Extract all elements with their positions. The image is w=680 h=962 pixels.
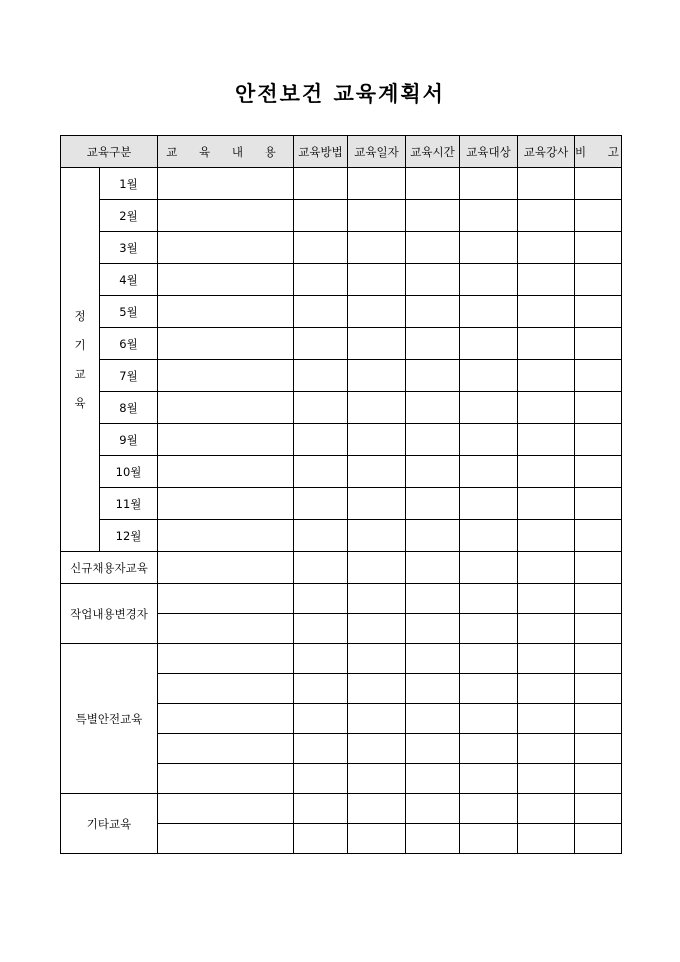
empty-cell[interactable] bbox=[348, 704, 406, 734]
empty-cell[interactable] bbox=[294, 614, 348, 644]
table-row bbox=[61, 200, 622, 232]
table-row bbox=[61, 296, 622, 328]
empty-cell[interactable] bbox=[460, 456, 518, 488]
empty-cell[interactable] bbox=[575, 584, 622, 614]
empty-cell[interactable] bbox=[158, 794, 294, 824]
empty-cell[interactable] bbox=[348, 734, 406, 764]
empty-cell[interactable] bbox=[348, 168, 406, 200]
empty-cell[interactable] bbox=[348, 424, 406, 456]
empty-cell[interactable] bbox=[158, 296, 294, 328]
empty-cell[interactable] bbox=[518, 264, 575, 296]
regular-label-char: 정 bbox=[74, 308, 86, 323]
regular-label-char: 교 bbox=[74, 366, 86, 381]
empty-cell[interactable] bbox=[518, 328, 575, 360]
header-content: 교 육 내 용 bbox=[158, 136, 294, 168]
empty-cell[interactable] bbox=[294, 328, 348, 360]
empty-cell[interactable] bbox=[518, 644, 575, 674]
empty-cell[interactable] bbox=[518, 520, 575, 552]
empty-cell[interactable] bbox=[158, 456, 294, 488]
empty-cell[interactable] bbox=[406, 520, 460, 552]
header-date: 교육일자 bbox=[348, 136, 406, 168]
empty-cell[interactable] bbox=[294, 200, 348, 232]
header-instructor: 교육강사 bbox=[518, 136, 575, 168]
empty-cell[interactable] bbox=[518, 232, 575, 264]
empty-cell[interactable] bbox=[406, 584, 460, 614]
empty-cell[interactable] bbox=[294, 488, 348, 520]
empty-cell[interactable] bbox=[158, 734, 294, 764]
empty-cell[interactable] bbox=[518, 704, 575, 734]
empty-cell[interactable] bbox=[518, 424, 575, 456]
empty-cell[interactable] bbox=[294, 552, 348, 584]
month-label: 11월 bbox=[100, 488, 158, 520]
empty-cell[interactable] bbox=[294, 794, 348, 824]
empty-cell[interactable] bbox=[158, 360, 294, 392]
empty-cell[interactable] bbox=[348, 584, 406, 614]
empty-cell[interactable] bbox=[460, 704, 518, 734]
table-row bbox=[61, 488, 622, 520]
month-label: 1월 bbox=[100, 168, 158, 200]
empty-cell[interactable] bbox=[575, 764, 622, 794]
empty-cell[interactable] bbox=[575, 392, 622, 424]
empty-cell[interactable] bbox=[518, 584, 575, 614]
empty-cell[interactable] bbox=[575, 520, 622, 552]
empty-cell[interactable] bbox=[294, 424, 348, 456]
empty-cell[interactable] bbox=[294, 824, 348, 854]
empty-cell[interactable] bbox=[460, 644, 518, 674]
empty-cell[interactable] bbox=[518, 392, 575, 424]
empty-cell[interactable] bbox=[518, 552, 575, 584]
empty-cell[interactable] bbox=[575, 674, 622, 704]
empty-cell[interactable] bbox=[518, 674, 575, 704]
empty-cell[interactable] bbox=[406, 824, 460, 854]
empty-cell[interactable] bbox=[406, 764, 460, 794]
empty-cell[interactable] bbox=[406, 296, 460, 328]
month-label: 4월 bbox=[100, 264, 158, 296]
empty-cell[interactable] bbox=[406, 200, 460, 232]
empty-cell[interactable] bbox=[294, 360, 348, 392]
empty-cell[interactable] bbox=[158, 264, 294, 296]
header-row bbox=[61, 136, 622, 168]
empty-cell[interactable] bbox=[406, 794, 460, 824]
table-row bbox=[61, 552, 622, 584]
empty-cell[interactable] bbox=[406, 392, 460, 424]
empty-cell[interactable] bbox=[460, 488, 518, 520]
empty-cell[interactable] bbox=[575, 704, 622, 734]
empty-cell[interactable] bbox=[460, 584, 518, 614]
table-row bbox=[61, 644, 622, 674]
empty-cell[interactable] bbox=[348, 520, 406, 552]
empty-cell[interactable] bbox=[294, 168, 348, 200]
month-label: 12월 bbox=[100, 520, 158, 552]
header-target: 교육대상 bbox=[460, 136, 518, 168]
empty-cell[interactable] bbox=[460, 824, 518, 854]
empty-cell[interactable] bbox=[575, 824, 622, 854]
empty-cell[interactable] bbox=[406, 456, 460, 488]
empty-cell[interactable] bbox=[406, 328, 460, 360]
empty-cell[interactable] bbox=[575, 614, 622, 644]
table-row bbox=[61, 232, 622, 264]
empty-cell[interactable] bbox=[518, 296, 575, 328]
empty-cell[interactable] bbox=[460, 296, 518, 328]
month-label: 5월 bbox=[100, 296, 158, 328]
empty-cell[interactable] bbox=[348, 328, 406, 360]
empty-cell[interactable] bbox=[406, 168, 460, 200]
empty-cell[interactable] bbox=[294, 764, 348, 794]
table-row bbox=[61, 392, 622, 424]
empty-cell[interactable] bbox=[406, 734, 460, 764]
regular-label-char: 기 bbox=[74, 337, 86, 352]
empty-cell[interactable] bbox=[158, 520, 294, 552]
empty-cell[interactable] bbox=[348, 764, 406, 794]
empty-cell[interactable] bbox=[294, 232, 348, 264]
empty-cell[interactable] bbox=[294, 456, 348, 488]
empty-cell[interactable] bbox=[518, 614, 575, 644]
empty-cell[interactable] bbox=[348, 392, 406, 424]
empty-cell[interactable] bbox=[460, 264, 518, 296]
empty-cell[interactable] bbox=[518, 456, 575, 488]
empty-cell[interactable] bbox=[294, 296, 348, 328]
empty-cell[interactable] bbox=[518, 168, 575, 200]
empty-cell[interactable] bbox=[348, 488, 406, 520]
empty-cell[interactable] bbox=[406, 644, 460, 674]
table-row bbox=[61, 360, 622, 392]
month-label: 7월 bbox=[100, 360, 158, 392]
empty-cell[interactable] bbox=[158, 764, 294, 794]
empty-cell[interactable] bbox=[460, 794, 518, 824]
empty-cell[interactable] bbox=[348, 824, 406, 854]
regular-label-char: 육 bbox=[74, 395, 86, 410]
empty-cell[interactable] bbox=[518, 488, 575, 520]
empty-cell[interactable] bbox=[460, 328, 518, 360]
month-label: 6월 bbox=[100, 328, 158, 360]
empty-cell[interactable] bbox=[575, 296, 622, 328]
table-row bbox=[61, 520, 622, 552]
header-remarks: 비 고 bbox=[575, 136, 622, 168]
empty-cell[interactable] bbox=[575, 456, 622, 488]
empty-cell[interactable] bbox=[575, 232, 622, 264]
empty-cell[interactable] bbox=[158, 328, 294, 360]
empty-cell[interactable] bbox=[575, 794, 622, 824]
empty-cell[interactable] bbox=[294, 734, 348, 764]
regular-education-label bbox=[61, 168, 100, 552]
empty-cell[interactable] bbox=[518, 764, 575, 794]
empty-cell[interactable] bbox=[158, 168, 294, 200]
empty-cell[interactable] bbox=[460, 552, 518, 584]
special-safety-education-label: 특별안전교육 bbox=[61, 644, 158, 794]
header-method: 교육방법 bbox=[294, 136, 348, 168]
empty-cell[interactable] bbox=[575, 264, 622, 296]
empty-cell[interactable] bbox=[460, 520, 518, 552]
empty-cell[interactable] bbox=[158, 584, 294, 614]
table-row bbox=[61, 264, 622, 296]
empty-cell[interactable] bbox=[518, 360, 575, 392]
empty-cell[interactable] bbox=[406, 488, 460, 520]
empty-cell[interactable] bbox=[575, 488, 622, 520]
empty-cell[interactable] bbox=[348, 232, 406, 264]
empty-cell[interactable] bbox=[575, 328, 622, 360]
empty-cell[interactable] bbox=[406, 704, 460, 734]
empty-cell[interactable] bbox=[348, 794, 406, 824]
empty-cell[interactable] bbox=[348, 614, 406, 644]
empty-cell[interactable] bbox=[575, 168, 622, 200]
empty-cell[interactable] bbox=[460, 232, 518, 264]
empty-cell[interactable] bbox=[406, 614, 460, 644]
month-label: 2월 bbox=[100, 200, 158, 232]
month-label: 9월 bbox=[100, 424, 158, 456]
education-plan-table bbox=[60, 135, 628, 854]
empty-cell[interactable] bbox=[460, 674, 518, 704]
month-label: 8월 bbox=[100, 392, 158, 424]
empty-cell[interactable] bbox=[294, 392, 348, 424]
empty-cell[interactable] bbox=[575, 644, 622, 674]
empty-cell[interactable] bbox=[158, 424, 294, 456]
empty-cell[interactable] bbox=[406, 360, 460, 392]
month-label: 10월 bbox=[100, 456, 158, 488]
empty-cell[interactable] bbox=[518, 200, 575, 232]
empty-cell[interactable] bbox=[518, 824, 575, 854]
empty-cell[interactable] bbox=[406, 552, 460, 584]
empty-cell[interactable] bbox=[294, 644, 348, 674]
empty-cell[interactable] bbox=[575, 360, 622, 392]
other-education-label: 기타교육 bbox=[61, 794, 158, 854]
empty-cell[interactable] bbox=[348, 200, 406, 232]
page-title: 안전보건 교육계획서 bbox=[235, 81, 445, 106]
empty-cell[interactable] bbox=[294, 584, 348, 614]
empty-cell[interactable] bbox=[460, 168, 518, 200]
empty-cell[interactable] bbox=[348, 360, 406, 392]
empty-cell[interactable] bbox=[348, 296, 406, 328]
new-hire-education-label: 신규채용자교육 bbox=[61, 552, 158, 584]
empty-cell[interactable] bbox=[158, 674, 294, 704]
empty-cell[interactable] bbox=[518, 734, 575, 764]
empty-cell[interactable] bbox=[348, 552, 406, 584]
empty-cell[interactable] bbox=[460, 200, 518, 232]
empty-cell[interactable] bbox=[460, 764, 518, 794]
header-category: 교육구분 bbox=[61, 136, 158, 168]
empty-cell[interactable] bbox=[158, 232, 294, 264]
empty-cell[interactable] bbox=[158, 488, 294, 520]
empty-cell[interactable] bbox=[575, 734, 622, 764]
table-row bbox=[61, 328, 622, 360]
empty-cell[interactable] bbox=[460, 614, 518, 644]
empty-cell[interactable] bbox=[406, 264, 460, 296]
job-change-education-label: 작업내용변경자 bbox=[61, 584, 158, 644]
empty-cell[interactable] bbox=[158, 200, 294, 232]
month-label: 3월 bbox=[100, 232, 158, 264]
empty-cell[interactable] bbox=[406, 424, 460, 456]
table-row bbox=[61, 794, 622, 824]
empty-cell[interactable] bbox=[348, 264, 406, 296]
empty-cell[interactable] bbox=[348, 644, 406, 674]
empty-cell[interactable] bbox=[158, 392, 294, 424]
table-row bbox=[61, 424, 622, 456]
header-time: 교육시간 bbox=[406, 136, 460, 168]
empty-cell[interactable] bbox=[158, 614, 294, 644]
empty-cell[interactable] bbox=[518, 794, 575, 824]
empty-cell[interactable] bbox=[460, 360, 518, 392]
empty-cell[interactable] bbox=[460, 424, 518, 456]
empty-cell[interactable] bbox=[406, 674, 460, 704]
empty-cell[interactable] bbox=[158, 704, 294, 734]
empty-cell[interactable] bbox=[348, 674, 406, 704]
empty-cell[interactable] bbox=[294, 704, 348, 734]
empty-cell[interactable] bbox=[294, 674, 348, 704]
empty-cell[interactable] bbox=[158, 552, 294, 584]
table-row bbox=[61, 456, 622, 488]
empty-cell[interactable] bbox=[460, 392, 518, 424]
empty-cell[interactable] bbox=[348, 456, 406, 488]
empty-cell[interactable] bbox=[158, 824, 294, 854]
empty-cell[interactable] bbox=[406, 232, 460, 264]
table-row bbox=[61, 584, 622, 614]
table-row bbox=[61, 168, 622, 200]
empty-cell[interactable] bbox=[575, 552, 622, 584]
empty-cell[interactable] bbox=[294, 264, 348, 296]
empty-cell[interactable] bbox=[575, 424, 622, 456]
empty-cell[interactable] bbox=[158, 644, 294, 674]
empty-cell[interactable] bbox=[575, 200, 622, 232]
empty-cell[interactable] bbox=[460, 734, 518, 764]
empty-cell[interactable] bbox=[294, 520, 348, 552]
